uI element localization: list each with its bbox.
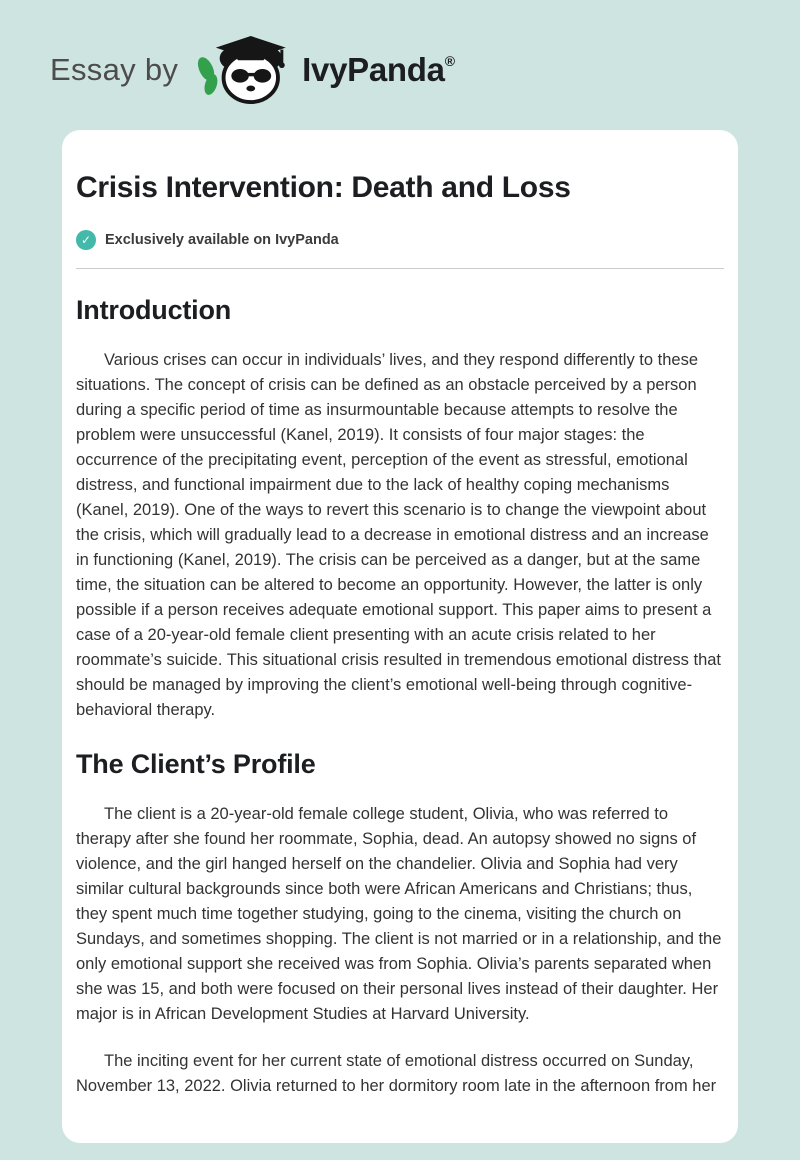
header (0, 0, 800, 104)
ivypanda-logo-icon (196, 36, 290, 104)
exclusive-badge-text: Exclusively available on IvyPanda (105, 232, 339, 248)
brand-text: IvyPanda (302, 51, 445, 88)
essay-card (62, 130, 738, 1143)
registered-mark: ® (444, 53, 455, 69)
paragraph: The client is a 20-year-old female college student, Olivia, who was referred to therapy after she found her roommate, Sophia, dead. An autopsy showed no signs of violence, and the girl hanged herself on the chandelier. Olivia and Sophia had very similar cultural backgrounds since both were African Americans and Christians; thus, they spent much time together studying, going to the cinema, visiting the church on Sundays, and sometimes shopping. The client is not married or in a relationship, and the only emotional support she received was from Sophia. Olivia’s parents separated when she was 15, and both were focused on their personal lives instead of their daughter. Her major is in African Development Studies at Harvard University. (76, 805, 722, 1023)
brand-wordmark (302, 51, 455, 89)
divider (76, 268, 724, 269)
paragraph: The inciting event for her current state of emotional distress occurred on Sunday, November 13, 2022. Olivia returned to her dormitory room late in the afternoon from her (76, 1052, 717, 1095)
paragraph: Various crises can occur in individuals’ lives, and they respond differently to these situations. The concept of crisis can be defined as an obstacle perceived by a person during a specific period of time as insurmountable because attempts to resolve the problem were unsuccessful (Kanel, 2019). It consists of four major stages: the occurrence of the precipitating event, perception of the event as stressful, emotional distress, and functional impairment due to the lack of healthy coping mechanisms (Kanel, 2019). One of the ways to revert this scenario is to change the viewpoint about the crisis, which will gradually lead to a decrease in emotional distress and an increase in functioning (Kanel, 2019). The crisis can be perceived as a danger, but at the same time, the situation can be altered to become an opportunity. However, the latter is only possible if a person receives adequate emotional support. This paper aims to present a case of a 20-year-old female client presenting with an acute crisis related to her roommate’s suicide. This situational crisis resulted in tremendous emotional distress that should be managed by improving the client’s emotional well-being through cognitive-behavioral therapy. (76, 351, 722, 719)
page-title: Crisis Intervention: Death and Loss (76, 171, 571, 204)
exclusive-badge (76, 230, 724, 250)
essay-by-text: Essay by (50, 52, 179, 87)
section-heading-client-profile: The Client’s Profile (76, 749, 316, 779)
check-icon: ✓ (76, 230, 96, 250)
section-heading-introduction: Introduction (76, 295, 232, 325)
